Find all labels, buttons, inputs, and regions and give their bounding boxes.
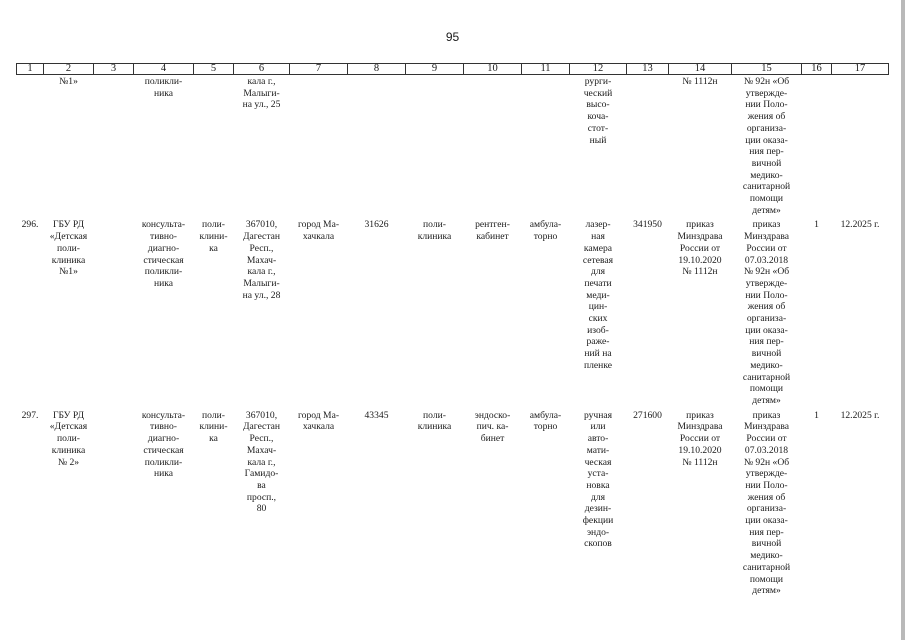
cell-institution: №1» — [59, 76, 78, 87]
col-header-14: 14 — [669, 64, 732, 75]
cell-code: 31626 — [364, 219, 389, 231]
col-header-6: 6 — [234, 64, 290, 75]
cell-order-1112: приказ Минздрава России от 19.10.2020 № 1112н — [677, 409, 723, 468]
cell-unit-type: поли- клини- ка — [199, 409, 228, 445]
cell-city: город Ма- хачкала — [297, 409, 340, 433]
cell-unit-type — [194, 75, 234, 217]
cell-care-mode: амбула- торно — [529, 219, 562, 243]
cell-equipment: рурги- ческий высо- коча- стот- ный — [583, 76, 613, 146]
col-header-12: 12 — [570, 64, 627, 75]
cell-institution: ГБУ РД «Детская поли- клиника №1» — [49, 219, 88, 278]
cell-quantity: 1 — [814, 409, 819, 421]
cell-department: поли- клиника — [417, 219, 452, 243]
cell-address: 367010, Дагестан Респ., Махач- кала г., Малыги- на ул., 28 — [242, 219, 281, 301]
cell-unit-type: поли- клини- ка — [199, 219, 228, 254]
cell-room — [464, 75, 522, 217]
cell-col-3 — [94, 407, 134, 610]
cell-equipment: ручная или авто- мати- ческая уста- новка для дезин- фекции эндо- скопов — [582, 409, 614, 550]
cell-order-1112: № 1112н — [682, 76, 718, 87]
cell-row-number: 297. — [21, 409, 39, 421]
page-number: 95 — [445, 30, 460, 44]
cell-deadline: 12.2025 г. — [840, 219, 880, 231]
cell-room: рентген- кабинет — [475, 219, 510, 243]
cell-order-92: № 92н «Об утвержде- нии Поло- жения об организа- ции оказа- ния пер- вичной медико- санитарной помощи детям» — [742, 76, 791, 216]
col-header-3: 3 — [94, 64, 134, 75]
col-header-5: 5 — [194, 64, 234, 75]
col-header-13: 13 — [627, 64, 669, 75]
col-header-4: 4 — [134, 64, 194, 75]
cell-price — [627, 75, 669, 217]
cell-address: 367010, Дагестан Респ., Махач- кала г., Гамидо- ва просп., 80 — [242, 409, 281, 515]
cell-equipment: лазер- ная камера сетевая для печати меди- цин- ских изоб- раже- ний на пленке — [582, 219, 614, 371]
table-row-296 — [17, 216, 889, 406]
cell-city: город Ма- хачкала — [297, 219, 340, 243]
col-header-11: 11 — [522, 64, 570, 75]
cell-order-92: приказ Минздрава России от 07.03.2018 № 92н «Об утвержде- нии Поло- жения об организа- ции оказа- ния пер- вичной медико- санитарной помощи детям» — [742, 409, 791, 597]
col-header-15: 15 — [732, 64, 802, 75]
cell-col-3 — [94, 216, 134, 406]
equipment-table — [16, 63, 889, 610]
cell-address: кала г., Малыги- на ул., 25 — [242, 76, 281, 111]
cell-quantity: 1 — [814, 219, 819, 231]
cell-care-mode — [522, 75, 570, 217]
cell-order-1112: приказ Минздрава России от 19.10.2020 № 1112н — [677, 219, 723, 278]
cell-institution: ГБУ РД «Детская поли- клиника № 2» — [49, 409, 88, 468]
col-header-7: 7 — [290, 64, 348, 75]
cell-col-3 — [94, 75, 134, 217]
cell-facility-type: поликли- ника — [144, 76, 183, 99]
cell-deadline: 12.2025 г. — [840, 409, 880, 421]
cell-price: 271600 — [633, 409, 662, 421]
cell-facility-type: консульта- тивно- диагно- стическая поликли- ника — [141, 409, 186, 480]
scan-edge — [901, 0, 905, 640]
cell-deadline — [832, 75, 889, 217]
cell-row-number — [17, 75, 44, 217]
cell-facility-type: консульта- тивно- диагно- стическая поликли- ника — [141, 219, 186, 289]
cell-department: поли- клиника — [417, 409, 452, 433]
col-header-9: 9 — [406, 64, 464, 75]
table-row-continuation — [17, 75, 889, 217]
cell-code: 43345 — [364, 409, 389, 421]
cell-quantity — [802, 75, 832, 217]
col-header-10: 10 — [464, 64, 522, 75]
cell-price: 341950 — [633, 219, 662, 231]
col-header-17: 17 — [832, 64, 889, 75]
cell-row-number: 296. — [21, 219, 39, 231]
cell-department — [406, 75, 464, 217]
table-row-297 — [17, 407, 889, 610]
col-header-16: 16 — [802, 64, 832, 75]
col-header-1: 1 — [17, 64, 44, 75]
cell-care-mode: амбула- торно — [529, 409, 562, 433]
cell-room: эндоско- пич. ка- бинет — [474, 409, 511, 445]
cell-code — [348, 75, 406, 217]
col-header-8: 8 — [348, 64, 406, 75]
cell-city — [290, 75, 348, 217]
cell-order-92: приказ Минздрава России от 07.03.2018 № 92н «Об утвержде- нии Поло- жения об организа- ции оказа- ния пер- вичной медико- санитарной помощи детям» — [742, 219, 791, 406]
col-header-2: 2 — [44, 64, 94, 75]
column-number-row — [17, 64, 889, 75]
